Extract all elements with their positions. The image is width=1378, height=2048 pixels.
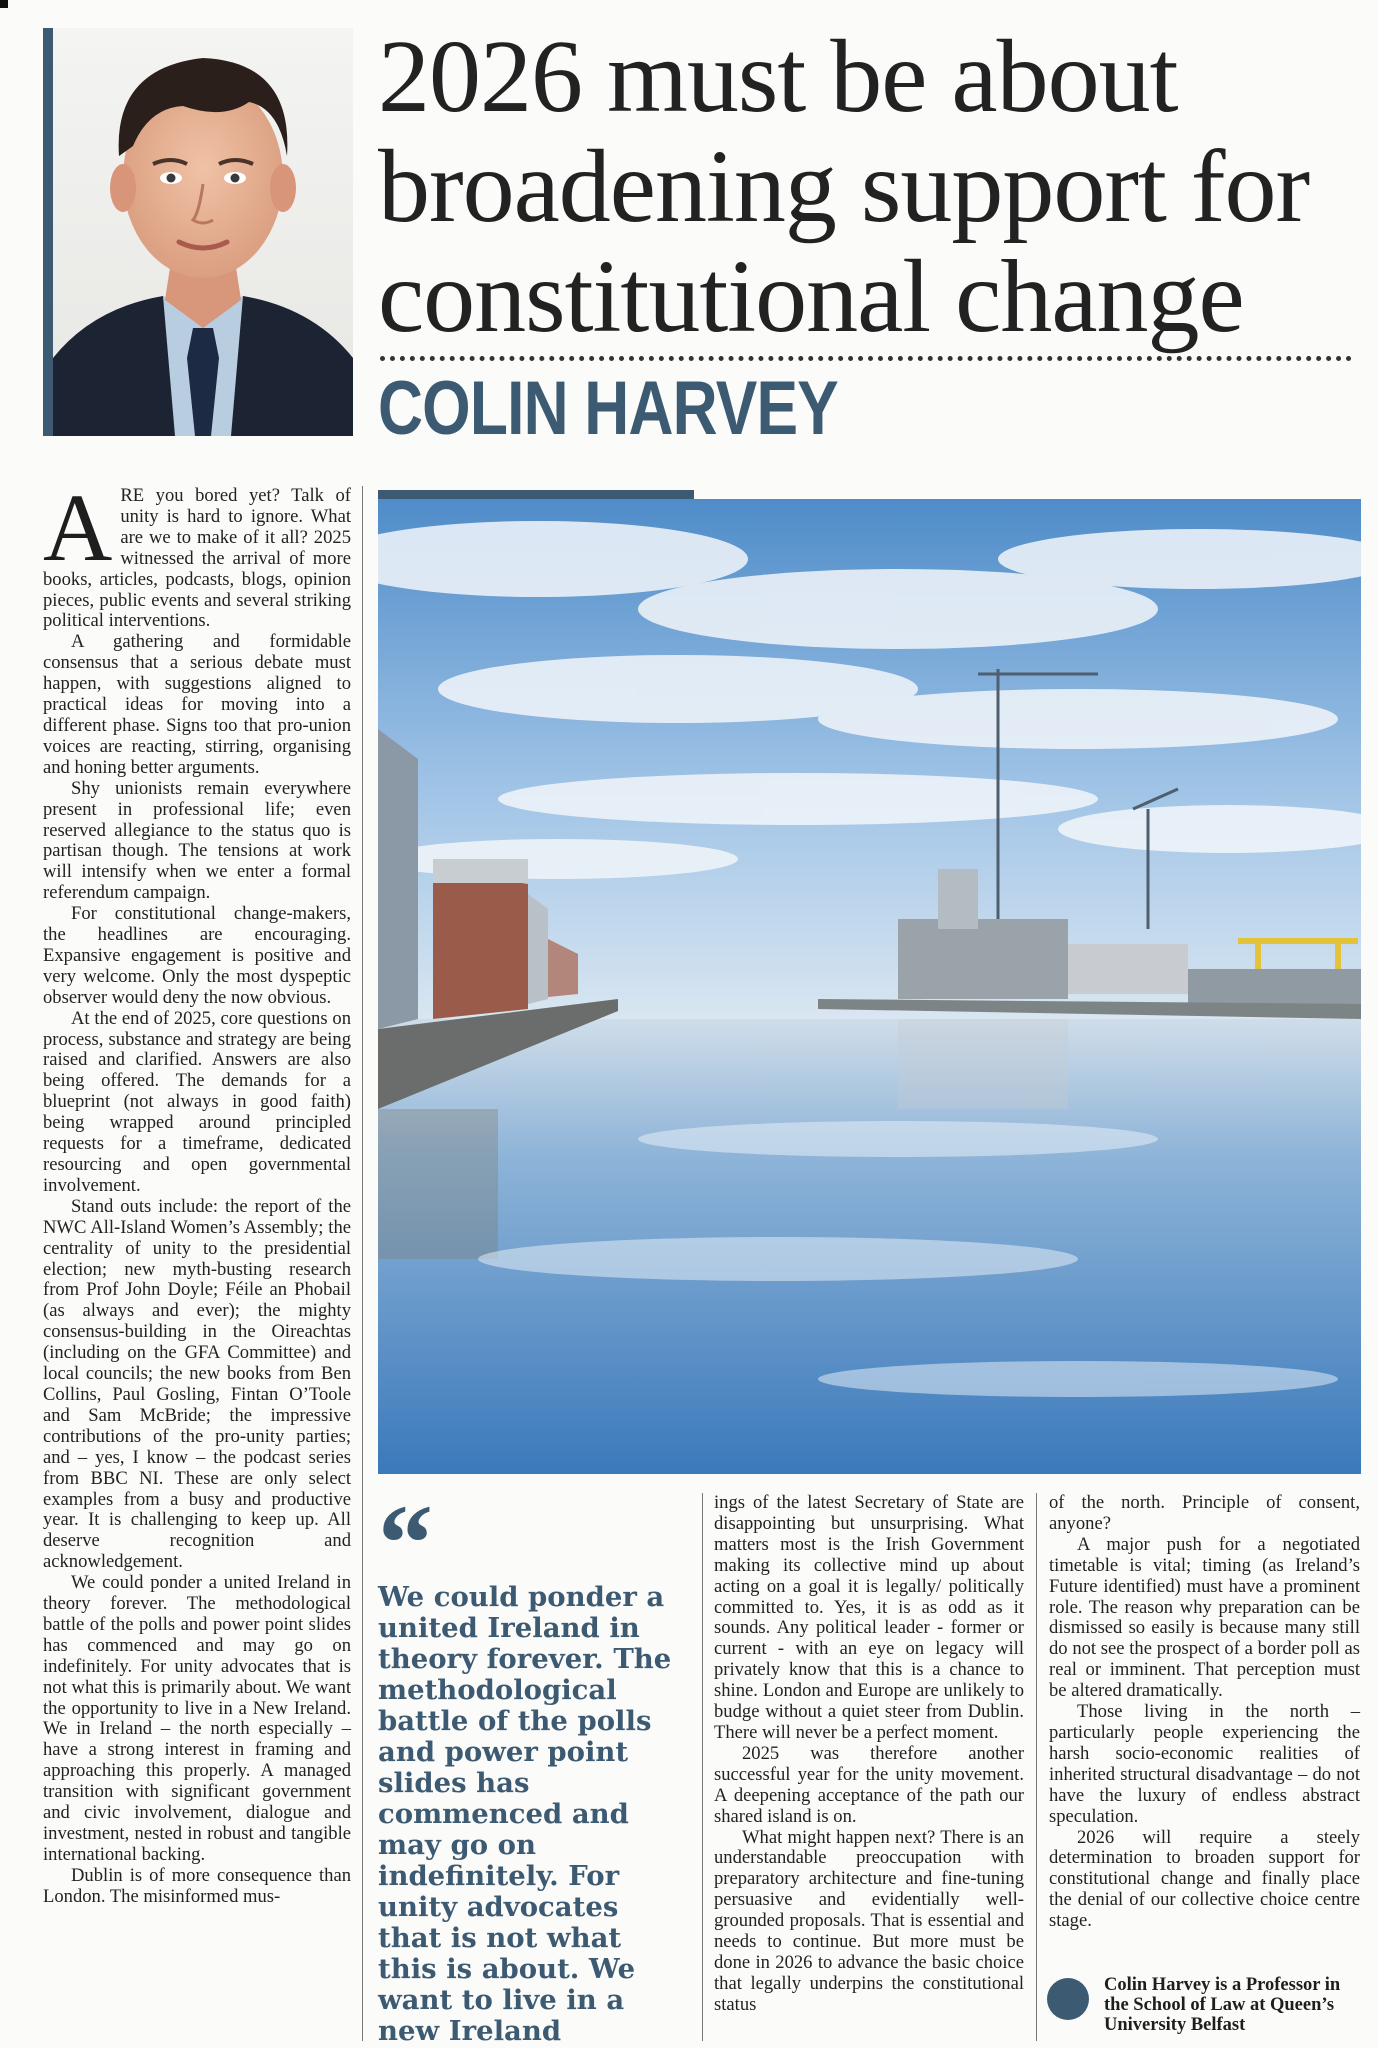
paragraph: 2025 was therefore another successful year for the unity movement. A deepening acceptance of the path our shared island is on. — [714, 1742, 1024, 1827]
paragraph: Shy unionists remain everywhere present in professional life; even reserved allegiance to the status quo is partisan though. The tensions at work will intensify when we enter a formal referendum campaign. — [43, 777, 351, 904]
paragraph: We could ponder a united Ireland in theory forever. The methodological battle of the polls and power point slides has commenced and may go on indefinitely. For unity advocates that is not what this is primarily about. We want the opportunity to live in a New Ireland. We in Ireland – the north especially – have a strong interest in framing and approaching this properly. A managed transition with significant government and civic involvement, dialogue and investment, nested in robust and tangible international backing. — [43, 1572, 351, 1865]
header-accent-rule — [43, 28, 53, 436]
photo-accent-bar — [378, 490, 694, 499]
headline: 2026 must be about broadening support for constitutional change — [378, 19, 1310, 354]
dotted-divider — [380, 356, 1352, 361]
article-column-4 — [1049, 1493, 1360, 1932]
paragraph: 2026 will require a steely determination to broaden support for constitutional change and finally place the denial of our collective choice centre stage. — [1049, 1826, 1360, 1932]
belfast-waterfront-photo — [378, 499, 1361, 1474]
paragraph: What might happen next? There is an understandable preoccupation with preparatory architecture and fine-tuning persuasive and evidentially well-grounded proposals. That is essential and needs to continue. But more must be done in 2026 to advance the basic choice that legally underpins the constitutional status — [714, 1826, 1024, 2015]
paragraph: ings of the latest Secretary of State are disappointing but unsurprising. What matters most is the Irish Government making its collective mind up about acting on a goal it is legally/ politically committed to. Yes, it is as odd as it sounds. Any political leader - former or current - with an eye on legacy will privately know that this is a chance to shine. London and Europe are unlikely to budge without a quiet steer from Dublin. There will never be a perfect moment. — [714, 1492, 1024, 1743]
paragraph: At the end of 2025, core questions on process, substance and strategy are being raised and clarified. Answers are also being offered. The demands for a blueprint (not always in good faith) being wrapped around principled requests for a timeframe, dedicated resourcing and open governmental involvement. — [43, 1007, 351, 1196]
article-column-3 — [714, 1493, 1024, 2016]
column-divider — [702, 1493, 703, 2041]
paragraph: For constitutional change-makers, the headlines are encouraging. Expansive engagement is positive and very welcome. Only the most dyspeptic observer would deny the now obvious. — [43, 903, 351, 1008]
paragraph: Stand outs include: the report of the NWC All-Island Women’s Assembly; the centrality of unity to the presidential election; new myth-busting research from Prof John Doyle; Féile an Phobail (as always and ever); the mighty consensus-building in the Oireachtas (including on the GFA Committee) and local councils; the new books from Ben Collins, Paul Gosling, Fintan O’Toole and Sam McBride; the impressive contributions of the pro-unity parties; and – yes, I know – the podcast series from BBC NI. These are only select examples from a busy and productive year. It is challenging to keep up. All deserve recognition and acknowledgement. — [43, 1195, 351, 1573]
paragraph: Those living in the north – particularly people experiencing the harsh socio-economic realities of inherited structural disadvantage – do not have the luxury of endless abstract speculation. — [1049, 1701, 1360, 1827]
paragraph: of the north. Principle of consent, anyone? — [1049, 1492, 1360, 1534]
paragraph: A gathering and formidable consensus that a serious debate must happen, with suggestions aligned to practical ideas for moving into a different phase. Signs too that pro-union voices are reacting, stirring, organising and honing better arguments. — [43, 631, 351, 778]
paragraph: A major push for a negotiated timetable is vital; timing (as Ireland’s Future identified) must have a prominent role. The reason why preparation can be dismissed so easily is because many still do not see the prospect of a border poll as real or imminent. That perception must be altered dramatically. — [1049, 1533, 1360, 1702]
pull-quote: We could ponder a united Ireland in theory forever. The methodological battle of the polls and power point slides has commenced and may go on indefinitely. For unity advocates that is not what this is about. We want to live in a new Ireland — [378, 1581, 672, 2047]
column-divider — [1036, 1493, 1037, 2041]
article-column-1 — [43, 474, 351, 1908]
drop-cap: A — [43, 474, 113, 581]
author-portrait — [53, 28, 353, 436]
bio-bullet-icon — [1047, 1978, 1089, 2020]
author-bio: Colin Harvey is a Professor in the School of Law at Queen’s University Belfast — [1104, 1975, 1341, 2035]
column-divider — [362, 486, 363, 2041]
pull-quote-mark: “ — [378, 1482, 433, 1604]
author-byline: COLIN HARVEY — [378, 366, 838, 451]
paragraph: Dublin is of more consequence than London. The misinformed mus- — [43, 1864, 351, 1907]
top-edge-mark — [0, 0, 8, 8]
opening-paragraph: ARE you bored yet? Talk of unity is hard to ignore. What are we to make of it all? 2025 witnessed the arrival of more books, articles, podcasts, blogs, opinion pieces, public events and several striking political interventions. — [43, 474, 351, 632]
